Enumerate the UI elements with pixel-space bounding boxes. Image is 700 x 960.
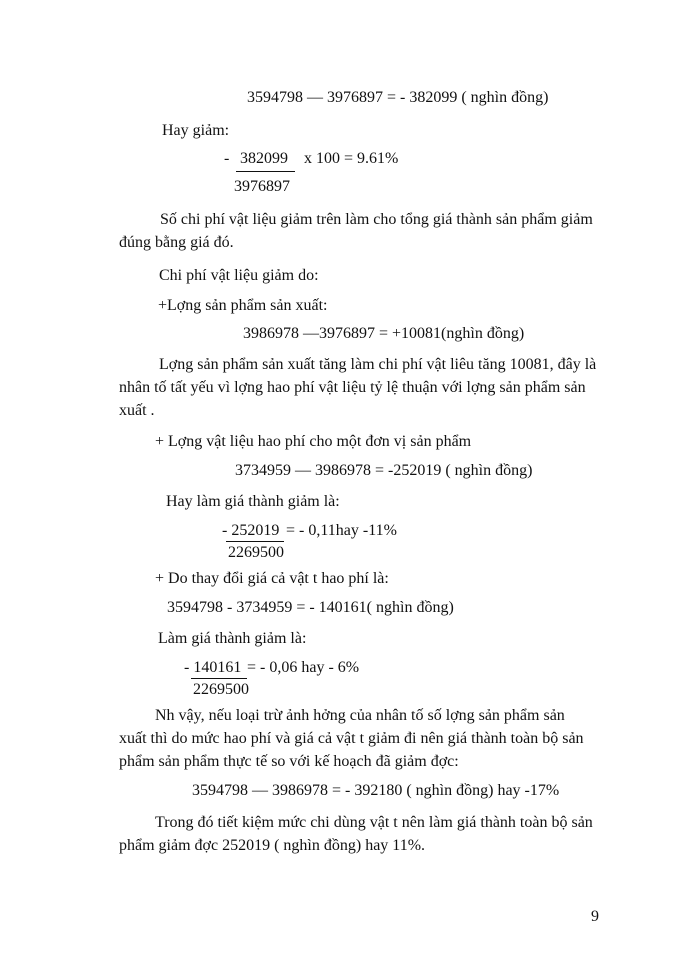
fraction-2-numerator: - 252019 [222,522,280,539]
fraction-1-minus: - [224,150,230,167]
paragraph-2-line-3: xuất . [119,402,155,419]
cost-reduction-label-2: Làm giá thành giảm là: [158,630,307,647]
equation-2: 3986978 —3976897 = +10081(nghìn đồng) [243,325,525,342]
paragraph-2-line-2: nhân tố tất yếu vì lợng hao phí vật liệu tỷ lệ thuận với lợng sản phẩm sản [119,379,586,396]
fraction-1-rule [236,171,295,172]
equation-4: 3594798 - 3734959 = - 140161( nghìn đồng) [167,599,454,616]
equation-1: 3594798 — 3976897 = - 382099 ( nghìn đồng) [247,89,549,106]
page-number: 9 [591,908,599,925]
equation-5: 3594798 — 3986978 = - 392180 ( nghìn đồng) hay -17% [192,782,560,799]
fraction-2-rest: = - 0,11hay -11% [286,522,397,539]
paragraph-1-line-1: Số chi phí vật liệu giảm trên làm cho tổng giá thành sản phẩm giảm [160,211,593,228]
cause-heading: Chi phí vật liệu giảm do: [159,267,319,284]
fraction-3-numerator: - 140161 [184,659,242,676]
fraction-3-rule [191,678,247,679]
paragraph-4-line-2: phẩm giảm đợc 252019 ( nghìn đồng) hay 11%. [119,837,426,854]
paragraph-3-line-1: Nh vậy, nếu loại trừ ảnh hởng của nhân tố số lợng sản phẩm sản [155,707,565,724]
factor-price-heading: + Do thay đổi giá cả vật t hao phí là: [155,570,389,587]
paragraph-2-line-1: Lợng sản phẩm sản xuất tăng làm chi phí vật liêu tăng 10081, đây là [159,356,597,373]
fraction-1-numerator: 382099 [240,150,288,167]
equation-3: 3734959 — 3986978 = -252019 ( nghìn đồng) [235,462,533,479]
factor-quantity-heading: +Lợng sản phẩm sản xuất: [158,297,328,314]
fraction-3-denominator: 2269500 [193,681,249,698]
fraction-3-rest: = - 0,06 hay - 6% [247,659,360,676]
factor-consumption-heading: + Lợng vật liệu hao phí cho một đơn vị sản phẩm [155,433,472,450]
fraction-1-denominator: 3976897 [234,178,290,195]
paragraph-3-line-2: xuất thì do mức hao phí và giá cả vật t giảm đi nên giá thành toàn bộ sản [119,730,584,747]
paragraph-3-line-3: phẩm sản phẩm thực tế so với kế hoạch đã giảm đợc: [119,753,459,770]
fraction-2-rule [226,541,284,542]
hay-giam-label: Hay giảm: [162,122,230,139]
paragraph-4-line-1: Trong đó tiết kiệm mức chi dùng vật t nên làm giá thành toàn bộ sản [155,814,593,831]
paragraph-1-line-2: đúng bằng giá đó. [119,234,234,251]
fraction-1-rest: x 100 = 9.61% [304,150,399,167]
cost-reduction-label-1: Hay làm giá thành giảm là: [166,493,340,510]
fraction-2-denominator: 2269500 [228,544,284,561]
